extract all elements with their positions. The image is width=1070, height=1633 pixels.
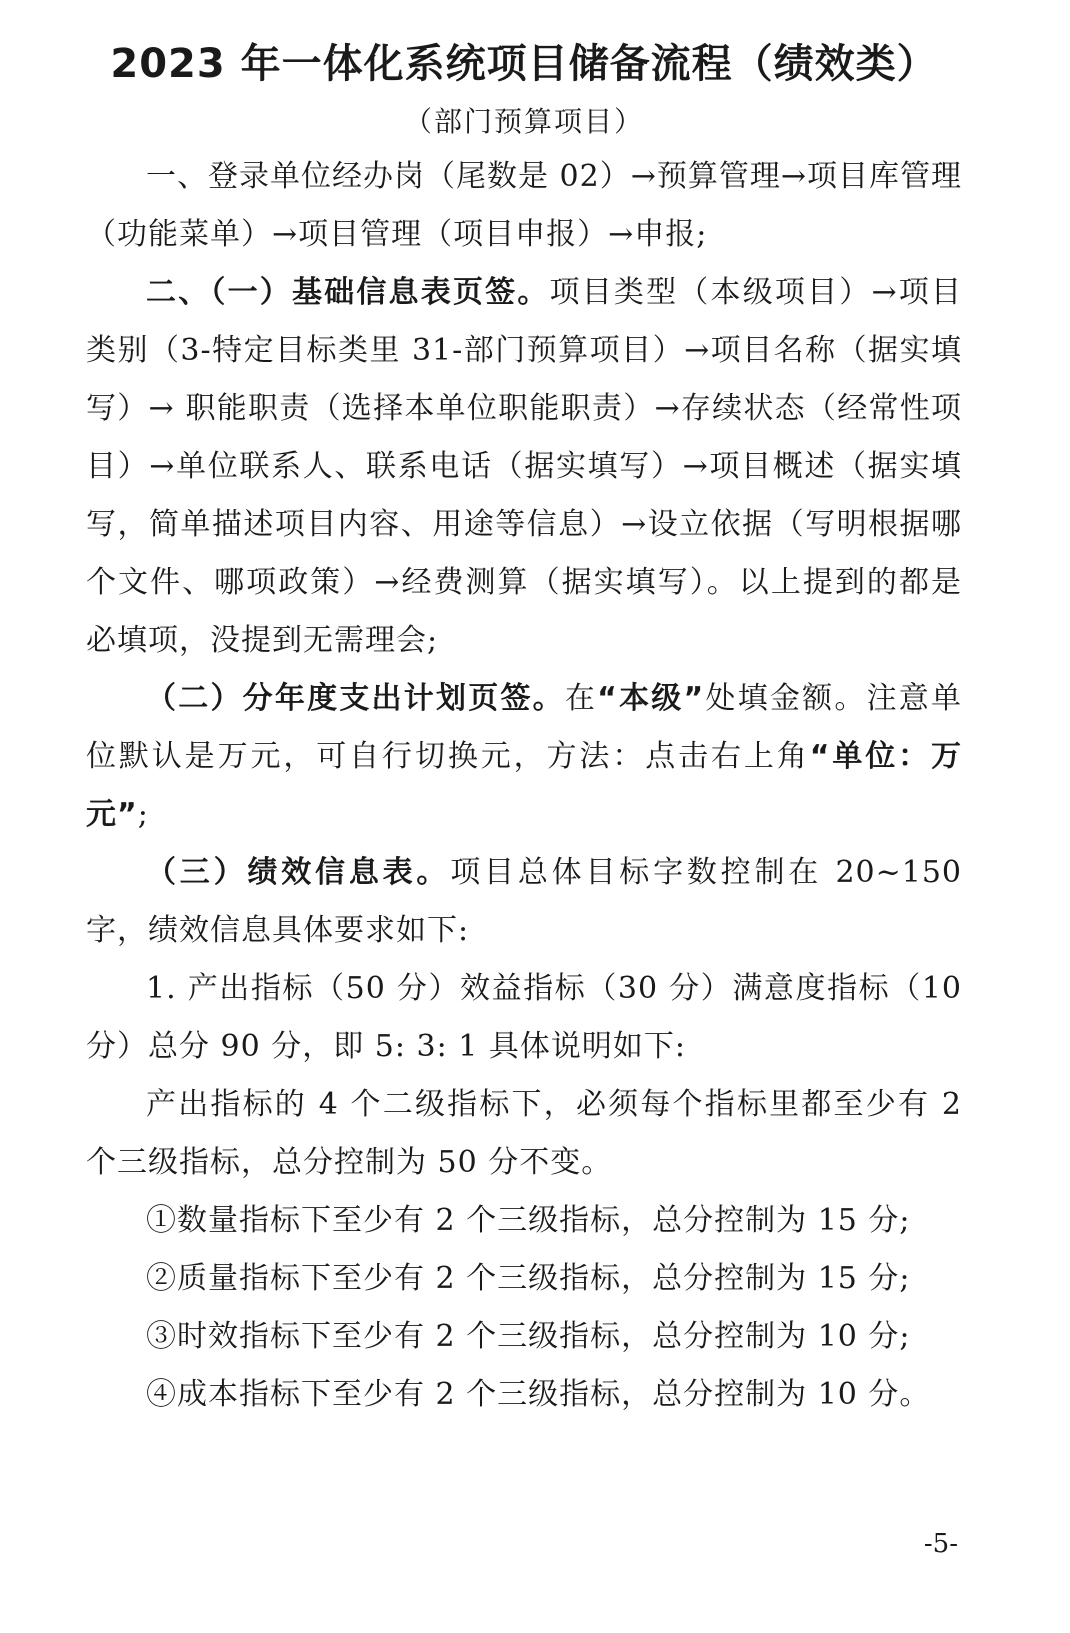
step-4-body: 项目总体目标字数控制在 20~150 字，绩效信息具体要求如下:	[86, 855, 963, 948]
point-1-paragraph: 1. 产出指标（50 分）效益指标（30 分）满意度指标（10 分）总分 90 分，即 5: 3: 1 具体说明如下:	[86, 971, 962, 1064]
step-3-body-c: ;	[137, 797, 149, 832]
step-3-body-a: 在	[564, 681, 598, 716]
step-2-paragraph	[86, 264, 962, 670]
step-3-heading: （二）分年度支出计划页签。	[146, 681, 565, 716]
step-4-heading: （三）绩效信息表。	[146, 855, 451, 890]
list-item-4: ④成本指标下至少有 2 个三级指标，总分控制为 10 分。	[146, 1377, 931, 1412]
point-2-paragraph: 产出指标的 4 个二级指标下，必须每个指标里都至少有 2 个三级指标，总分控制为 50 分不变。	[86, 1087, 962, 1180]
step-2-heading: 二、（一）基础信息表页签。	[146, 275, 550, 310]
step-3-quote-benji: “本级”	[597, 681, 705, 716]
list-item-3: ③时效指标下至少有 2 个三级指标，总分控制为 10 分;	[146, 1319, 911, 1354]
step-3-quote-unit: “单位：万元”	[86, 739, 963, 832]
list-item-1: ①数量指标下至少有 2 个三级指标，总分控制为 15 分;	[146, 1203, 911, 1238]
document-title: 2023 年一体化系统项目储备流程（绩效类）	[110, 41, 938, 87]
document-subtitle: （部门预算项目）	[403, 105, 644, 138]
step-2-body: 项目类型（本级项目）→项目类别（3-特定目标类里 31-部门预算项目）→项目名称（据实填写）→ 职能职责（选择本单位职能职责）→存续状态（经常性项目）→单位联系人、联系电话（据实填写）→项目概述（据实填写，简单描述项目内容、用途等信息）→设立依据（写明根据哪个文件、哪项政策）→经费测算（据实填写）。以上提到的都是必填项，没提到无需理会;	[86, 275, 963, 658]
step-4-paragraph	[86, 844, 962, 960]
step-1-paragraph: 一、登录单位经办岗（尾数是 02）→预算管理→项目库管理（功能菜单）→项目管理（项目申报）→申报;	[86, 159, 962, 252]
page-number: -5-	[923, 1529, 958, 1559]
step-3-paragraph	[86, 670, 962, 844]
step-3-body-b: 处填金额。注意单位默认是万元，可自行切换元，方法：点击右上角	[86, 681, 963, 774]
list-item-2: ②质量指标下至少有 2 个三级指标，总分控制为 15 分;	[146, 1261, 911, 1296]
